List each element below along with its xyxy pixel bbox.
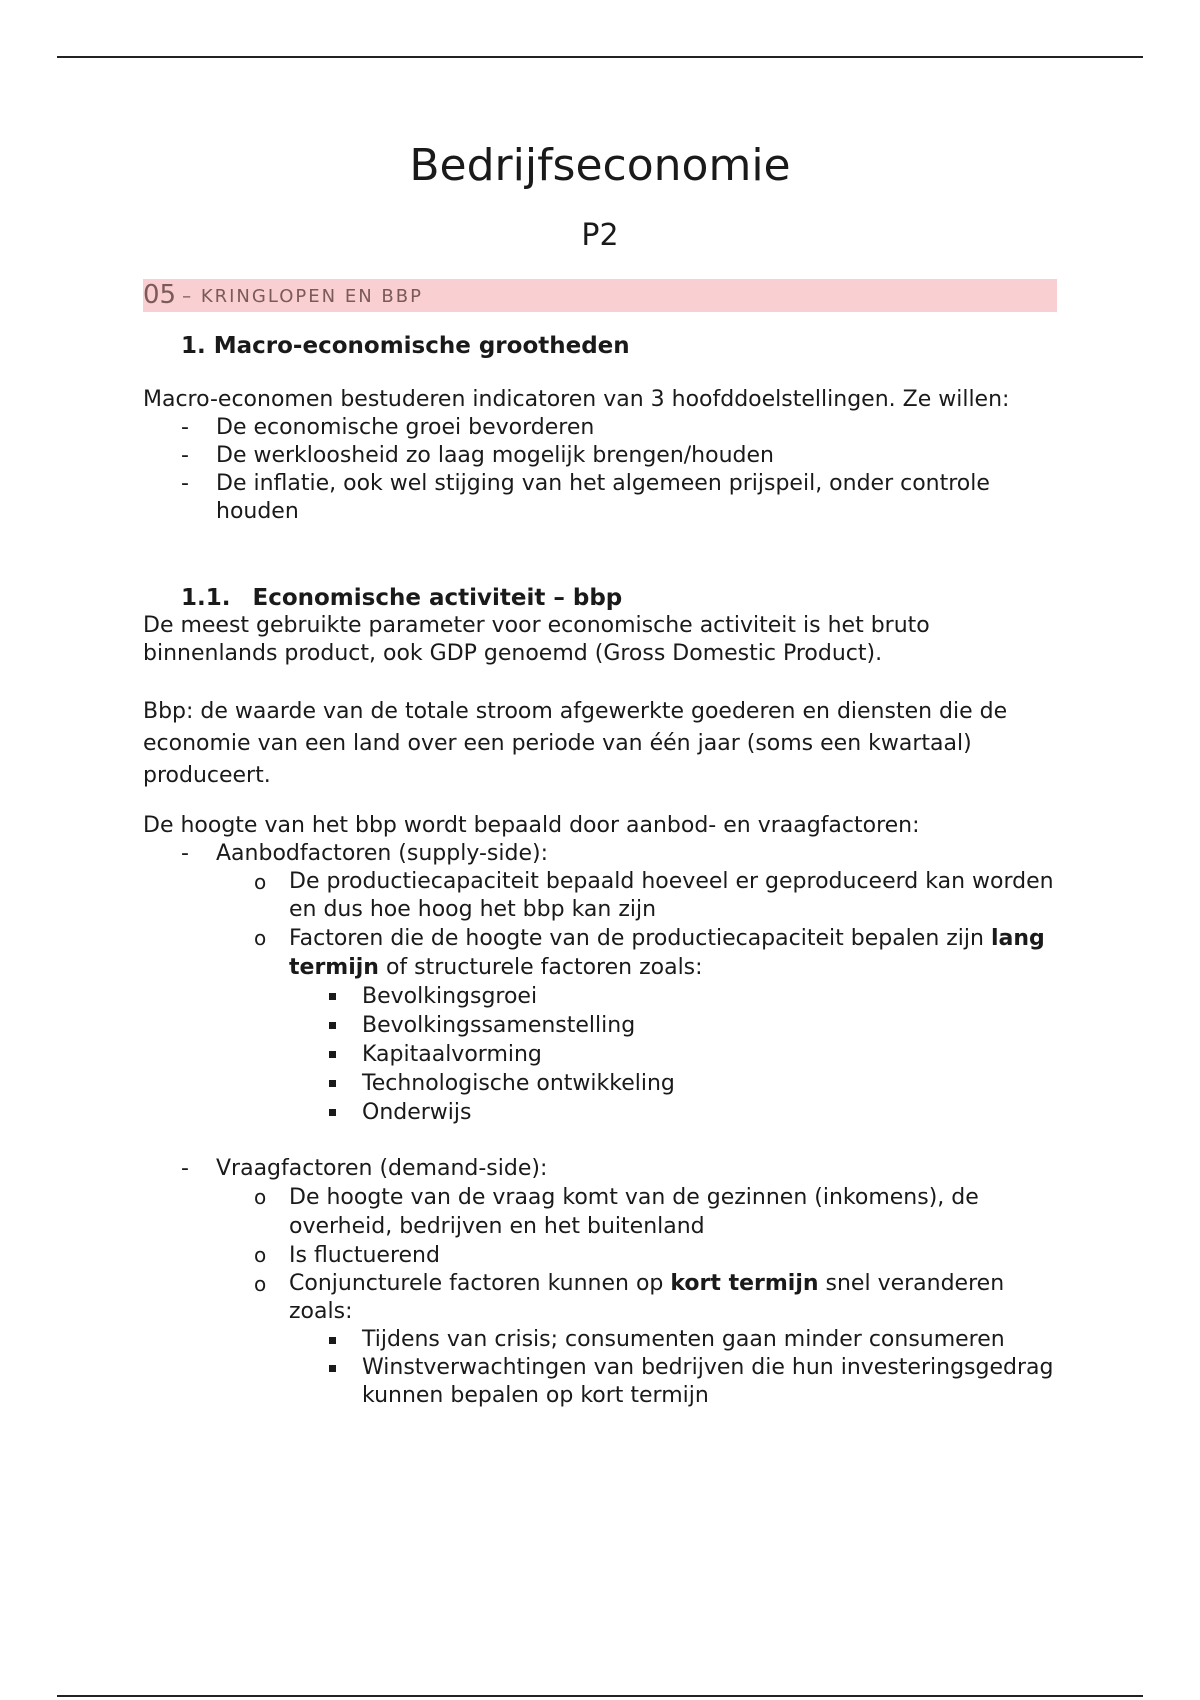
square-bullet-icon (329, 1022, 336, 1029)
dash-marker: - (181, 471, 189, 496)
list-item (289, 1069, 1063, 1098)
list-item (289, 1354, 1063, 1410)
list-item-text: De economische groei bevorderen (216, 415, 595, 440)
list-item-text: De inflatie, ook wel stijging van het algemeen prijspeil, onder controle houden (216, 471, 990, 524)
paragraph-bbp-factors: De hoogte van het bbp wordt bepaald door aanbod- en vraagfactoren: (143, 813, 920, 838)
list-item-text: Technologische ontwikkeling (362, 1071, 675, 1096)
square-bullet-icon (329, 1365, 336, 1372)
square-bullet-icon (329, 993, 336, 1000)
dash-marker: - (181, 415, 189, 440)
demand-label: Vraagfactoren (demand-side): (216, 1156, 548, 1181)
emphasis-text: kort termijn (670, 1271, 819, 1296)
paragraph-bbp-definition: Bbp: de waarde van de totale stroom afgewerkte goederen en diensten die de economie van een land over een periode van één jaar (soms een kwartaal) produceert. (143, 699, 1008, 788)
conjunctural-factors-list (289, 1326, 1063, 1410)
list-item-demand (143, 1155, 1063, 1410)
list-item-text: Winstverwachtingen van bedrijven die hun investeringsgedrag kunnen bepalen op kort termijn (362, 1355, 1054, 1408)
document-body (143, 328, 1063, 1410)
list-item-text: Bevolkingsgroei (362, 984, 538, 1009)
list-item (216, 924, 1063, 1127)
list-item (216, 1270, 1063, 1410)
list-item (216, 1241, 1063, 1270)
list-item (143, 414, 1063, 442)
circle-marker: o (254, 870, 267, 894)
circle-marker: o (254, 1272, 267, 1296)
list-item-text: of structurele factoren zoals: (378, 955, 703, 980)
square-bullet-icon (329, 1337, 336, 1344)
supply-label: Aanbodfactoren (supply-side): (216, 841, 548, 866)
list-item (289, 1326, 1063, 1354)
section-title: – KRINGLOPEN EN BBP (182, 286, 423, 307)
square-bullet-icon (329, 1051, 336, 1058)
list-item (289, 982, 1063, 1011)
circle-marker: o (254, 1243, 267, 1267)
goals-list (143, 414, 1063, 526)
heading-macro-economische-grootheden (181, 328, 1063, 364)
footer-rule (57, 1695, 1143, 1697)
list-item-text: Is fluctuerend (289, 1243, 440, 1268)
list-item (289, 1098, 1063, 1127)
dash-marker: - (181, 443, 189, 468)
list-item-text: De hoogte van de vraag komt van de gezinnen (inkomens), de overheid, bedrijven en het buitenland (289, 1185, 979, 1239)
list-item-text: Onderwijs (362, 1100, 472, 1125)
list-item-text: De productiecapaciteit bepaald hoeveel er geproduceerd kan worden en dus hoe hoog het bbp kan zijn (289, 869, 1054, 922)
factors-list (143, 840, 1063, 1410)
list-item (289, 1011, 1063, 1040)
section-number: 05 (143, 280, 177, 310)
dash-marker: - (181, 1156, 189, 1181)
list-item (289, 1040, 1063, 1069)
list-item-supply (143, 840, 1063, 1127)
header-rule (57, 56, 1143, 58)
demand-sublist (216, 1183, 1063, 1410)
document-subtitle: P2 (581, 218, 619, 253)
document-title: Bedrijfseconomie (409, 140, 791, 191)
heading-number: 1.1. (181, 585, 231, 611)
heading-text: Economische activiteit – bbp (252, 585, 623, 611)
spacer (143, 1127, 1063, 1155)
section-heading (143, 279, 1057, 312)
list-item (143, 442, 1063, 470)
circle-marker: o (254, 1185, 267, 1209)
heading-text: Macro-economische grootheden (213, 333, 630, 359)
list-item (216, 1183, 1063, 1241)
dash-marker: - (181, 841, 189, 866)
list-item-text: Conjuncturele factoren kunnen op (289, 1271, 671, 1296)
list-item (143, 470, 1063, 526)
heading-economische-activiteit (181, 584, 1063, 612)
list-item-text: Factoren die de hoogte van de productiecapaciteit bepalen zijn (289, 926, 991, 951)
structural-factors-list (289, 982, 1063, 1127)
list-item (216, 868, 1063, 924)
square-bullet-icon (329, 1080, 336, 1087)
square-bullet-icon (329, 1109, 336, 1116)
list-item-text: Tijdens van crisis; consumenten gaan minder consumeren (362, 1327, 1005, 1352)
circle-marker: o (254, 926, 267, 950)
list-item-text: De werkloosheid zo laag mogelijk brengen/houden (216, 443, 774, 468)
paragraph-gdp-definition: De meest gebruikte parameter voor economische activiteit is het bruto binnenlands product, ook GDP genoemd (Gross Domestic Product). (143, 613, 930, 666)
list-item-text: Bevolkingssamenstelling (362, 1013, 636, 1038)
supply-sublist (216, 868, 1063, 1127)
heading-number: 1. (181, 333, 206, 359)
emphasis-text: lang termijn (289, 926, 1045, 980)
intro-paragraph: Macro-economen bestuderen indicatoren van 3 hoofddoelstellingen. Ze willen: (143, 387, 1010, 412)
list-item-text: Kapitaalvorming (362, 1042, 542, 1067)
list-item-text: snel veranderen zoals: (289, 1271, 1005, 1324)
